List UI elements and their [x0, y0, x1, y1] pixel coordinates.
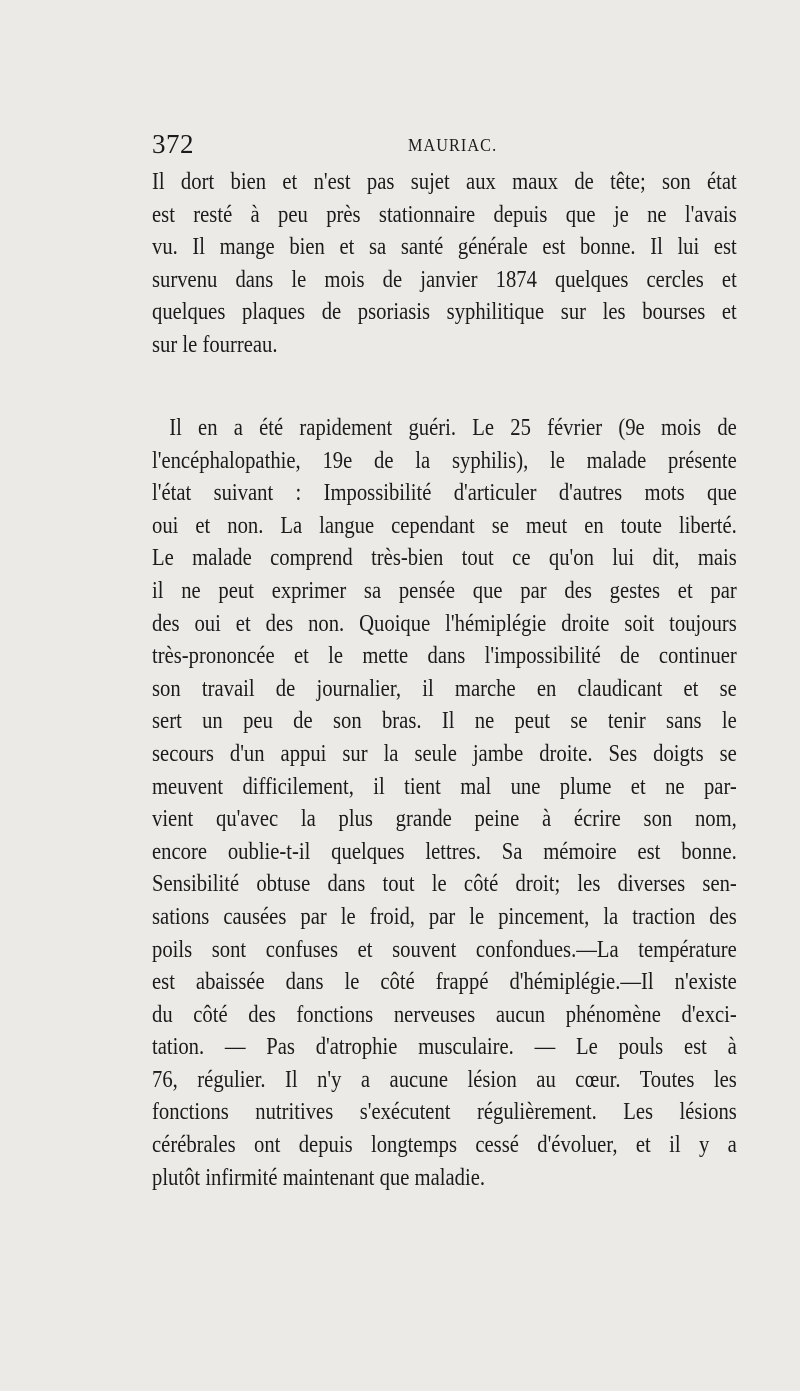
text-line: est abaissée dans le côté frappé d'hémiplégie.—Il n'existe	[152, 969, 737, 996]
text-line: très-prononcée et le mette dans l'impossibilité de continuer	[152, 643, 737, 670]
text-line: Il en a été rapidement guéri. Le 25 février (9e mois de	[169, 415, 737, 441]
text-line: du côté des fonctions nerveuses aucun phénomène d'exci-	[152, 1001, 737, 1028]
text-line: il ne peut exprimer sa pensée que par des gestes et par	[152, 577, 737, 604]
paragraph-1	[152, 166, 737, 362]
text-line: l'encéphalopathie, 19e de la syphilis), le malade présente	[152, 447, 737, 474]
text-line: vient qu'avec la plus grande peine à écrire son nom,	[152, 806, 737, 833]
text-line: Le malade comprend très-bien tout ce qu'on lui dit, mais	[152, 545, 737, 572]
running-head	[152, 128, 737, 160]
text-line: sert un peu de son bras. Il ne peut se tenir sans le	[152, 708, 737, 735]
running-head-title: MAURIAC.	[408, 135, 498, 155]
page-number: 372	[152, 129, 194, 159]
text-line: secours d'un appui sur la seule jambe droite. Ses doigts se	[152, 740, 737, 767]
text-line: sur le fourreau.	[152, 331, 278, 358]
text-line: l'état suivant : Impossibilité d'articuler d'autres mots que	[152, 480, 737, 507]
text-line: survenu dans le mois de janvier 1874 quelques cercles et	[152, 266, 737, 293]
text-line: meuvent difficilement, il tient mal une plume et ne par-	[152, 773, 737, 800]
text-line: encore oublie-t-il quelques lettres. Sa mémoire est bonne.	[152, 838, 737, 865]
text-line: des oui et des non. Quoique l'hémiplégie droite soit toujours	[152, 610, 737, 637]
text-line: son travail de journalier, il marche en claudicant et se	[152, 675, 737, 702]
text-line: fonctions nutritives s'exécutent régulièrement. Les lésions	[152, 1099, 737, 1126]
text-line: Sensibilité obtuse dans tout le côté droit; les diverses sen-	[152, 871, 737, 898]
text-line: tation. — Pas d'atrophie musculaire. — Le pouls est à	[152, 1034, 737, 1061]
text-line: 76, régulier. Il n'y a aucune lésion au cœur. Toutes les	[152, 1066, 737, 1093]
text-line: sations causées par le froid, par le pincement, la traction des	[152, 903, 737, 930]
text-line: cérébrales ont depuis longtemps cessé d'évoluer, et il y a	[152, 1132, 737, 1159]
text-line: oui et non. La langue cependant se meut en toute liberté.	[152, 512, 737, 539]
text-line: vu. Il mange bien et sa santé générale est bonne. Il lui est	[152, 234, 737, 261]
text-line: est resté à peu près stationnaire depuis que je ne l'avais	[152, 201, 737, 228]
text-line: plutôt infirmité maintenant que maladie.	[152, 1164, 486, 1191]
text-line: quelques plaques de psoriasis syphilitique sur les bourses et	[152, 299, 737, 326]
paragraph-2	[152, 412, 737, 1194]
text-line: Il dort bien et n'est pas sujet aux maux de tête; son état	[152, 169, 737, 195]
text-line: poils sont confuses et souvent confondues.—La température	[152, 936, 737, 963]
